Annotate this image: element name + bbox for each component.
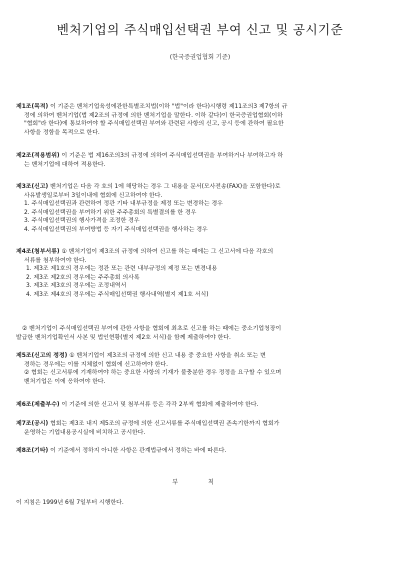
article-1-line: 정에 의하여 벤처기업(법 제2조의 규정에 의한 벤처기업을 말한다. 이하 같다)이 한국증권업협회(이하	[24, 112, 283, 119]
article-4-item: 3. 제3조 제3호의 경우에는 조정내역서	[26, 283, 127, 290]
article-4-para2-line: ② 벤처기업이 주식매입선택권 부여에 관한 사항을 협회에 최초로 신고를 하는 때에는 중소기업청장이	[22, 326, 282, 332]
article-8-heading: 제8조(기타)	[16, 448, 49, 454]
article-3-line: 사유발생일로부터 3일이내에 협회에 신고하여야 한다.	[24, 192, 163, 199]
article-1-line: 사항을 정함을 목적으로 한다.	[24, 129, 100, 136]
article-8	[16, 447, 388, 456]
article-7-heading: 제7조(공시)	[16, 421, 49, 427]
article-4-line: ① 벤처기업이 제3조의 규정에 의하여 신고를 하는 때에는 그 신고서에 다음 각호의	[59, 249, 274, 255]
article-4-item: 2. 제3조 제2호의 경우에는 주주총회 의사록	[26, 274, 140, 281]
article-4-paragraph-2	[16, 325, 388, 342]
article-3-item: 3. 주식매입선택권의 행사가격을 조정한 경우	[24, 218, 140, 225]
article-3-item: 2. 주식매입선택권을 부여하기 위한 주주총회의 특별결의를 한 경우	[24, 209, 197, 216]
article-6	[16, 401, 388, 410]
article-4-para2-line: 발급한 벤처기업확인서 사본 및 법인현황(별지 제2호 서식)을 함께 제출하여야 한다.	[16, 334, 231, 341]
article-1-line: 이 기준은 벤처기업육성에관한특별조치법(이하 "법"이라 한다)시행령 제11조의3 제7항의 규	[48, 104, 288, 110]
article-1	[16, 103, 388, 137]
article-5-line: 경하는 경우에는 이를 지체없이 협회에 신고하여야 한다.	[24, 361, 168, 368]
article-3-line: 벤처기업은 다음 각 호의 1에 해당하는 경우 그 내용을 문서(모사전송(FAX)을 포함한다)로	[48, 184, 281, 190]
supplementary-text: 이 지침은 1999년 6월 7일부터 시행한다.	[16, 500, 124, 506]
article-4-line: 서류를 첨부하여야 한다.	[24, 257, 87, 264]
article-4-heading: 제4조(첨부서류)	[16, 249, 60, 255]
article-1-heading: 제1조(목적)	[16, 104, 49, 110]
article-4	[16, 248, 388, 300]
article-5-line: ② 협회는 신고서류에 기재하여야 하는 중요한 사항의 기재가 불충분한 경우 정정을 요구할 수 있으며	[24, 370, 282, 377]
article-2-line: 이 기준은 법 제16조의3의 규정에 의하여 주식매입선택권을 부여하거나 부여하고자 하	[59, 153, 284, 159]
article-5-line: ① 벤처기업이 제3조의 규정에 의한 신고 내용 중 중요한 사항을 취소 또는 변	[67, 353, 266, 359]
document-title: 벤처기업의 주식매입선택권 부여 신고 및 공시기준	[56, 22, 344, 37]
article-5	[16, 352, 388, 386]
article-1-line: "협회"라 한다)에 통보하여야 할 주식매입선택권 부여와 관련된 사항의 신고, 공시 등에 관하여 필요한	[24, 121, 284, 128]
article-4-item: 1. 제3조 제1호의 경우에는 정관 또는 관련 내부규정의 제정 또는 변경내용	[26, 266, 218, 273]
article-6-text: 이 기준에 의한 신고서 및 첨부서류 등은 각각 2부씩 협회에 제출하여야 한다.	[59, 402, 259, 408]
document-subtitle: (한국증권업협회 기준)	[169, 54, 231, 61]
article-5-heading: 제5조(신고의 정정)	[16, 353, 68, 359]
article-3-heading: 제3조(신고)	[16, 184, 49, 190]
supplementary-title: 부 칙	[172, 479, 228, 486]
article-7	[16, 420, 388, 437]
article-8-text: 이 기준에서 정하지 아니한 사항은 관계법규에서 정하는 바에 따른다.	[48, 448, 227, 454]
article-7-line: 운영하는 기업내용공시실에 비치하고 공시한다.	[24, 429, 146, 436]
article-2-line: 는 벤처기업에 대하여 적용한다.	[24, 161, 106, 168]
article-7-line: 협회는 제3조 내지 제5조의 규정에 의한 신고서류를 주식매입선택권 존속기한까지 협회가	[48, 421, 280, 427]
article-5-line: 벤처기업은 이에 응하여야 한다.	[24, 378, 106, 385]
article-3	[16, 183, 388, 235]
article-2-heading: 제2조(적용범위)	[16, 153, 60, 159]
article-3-item: 1. 주식매입선택권과 관련하여 정관 기타 내부규정을 제정 또는 변경하는 경우	[24, 201, 223, 208]
article-4-item: 4. 제3조 제4호의 경우에는 주식매입선택권 행사내역(별지 제1호 서식)	[26, 291, 209, 298]
article-2	[16, 152, 388, 169]
article-6-heading: 제6조(제출부수)	[16, 402, 60, 408]
article-3-item: 4. 주식매입선택권의 부여방법 등 자기 주식매입선택권을 행사하는 경우	[24, 226, 208, 233]
